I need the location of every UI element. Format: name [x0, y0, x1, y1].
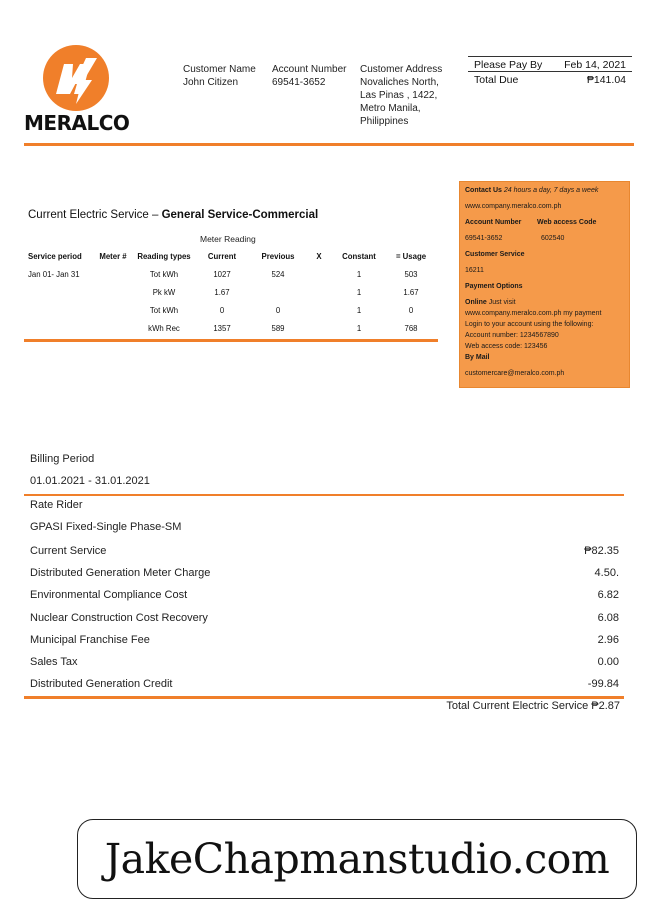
online-label: Online [465, 299, 487, 306]
table-cell: 503 [404, 269, 418, 279]
charge-label: Current Service [30, 545, 107, 557]
table-cell [250, 283, 306, 301]
customer-name-block [183, 63, 256, 89]
table-cell [24, 319, 92, 337]
table-header-row [24, 248, 436, 265]
payment-summary [468, 56, 632, 88]
billing-divider [24, 494, 624, 496]
column-header: Service period [28, 252, 82, 261]
charge-amount: -99.84 [587, 678, 619, 691]
table-cell: 1 [356, 269, 362, 279]
watermark-text: JakeChapmanstudio.com [104, 835, 610, 883]
table-cell: 0 [219, 305, 225, 315]
table-cell: Jan 01- Jan 31 [28, 269, 80, 279]
column-header: Reading types [137, 252, 191, 261]
table-cell: 0 [408, 305, 414, 315]
table-row [24, 265, 436, 283]
charge-label: Sales Tax [30, 655, 78, 668]
payment-options-label: Payment Options [465, 283, 523, 290]
header-divider [24, 143, 634, 146]
table-cell [92, 283, 134, 301]
contact-website: www.company.meralco.com.ph [465, 203, 562, 210]
customer-service-number: 16211 [465, 267, 484, 274]
table-cell: Tot kWh [149, 305, 179, 315]
charge-amount: ₱82.35 [584, 545, 619, 557]
pay-by-date: Feb 14, 2021 [564, 59, 626, 71]
meter-reading-table [24, 248, 436, 337]
address-line: Metro Manila, [360, 103, 421, 114]
charge-label: Distributed Generation Meter Charge [30, 567, 211, 580]
table-cell [92, 265, 134, 283]
column-header: Previous [261, 252, 295, 261]
table-row [24, 283, 436, 301]
charge-row [30, 631, 619, 653]
charge-amount: 6.82 [597, 589, 619, 602]
table-cell [92, 301, 134, 319]
column-header: Constant [342, 252, 376, 261]
charge-amount: 6.08 [597, 611, 619, 624]
table-cell: Tot kWh [149, 269, 179, 279]
table-cell: 768 [404, 323, 418, 333]
table-cell [306, 265, 332, 283]
table-cell: 1 [356, 305, 362, 315]
table-cell [306, 319, 332, 337]
online-web-code: Web access code: 123456 [465, 343, 548, 350]
table-cell: 0 [275, 305, 281, 315]
charge-label: Distributed Generation Credit [30, 678, 173, 691]
online-login-instructions: Login to your account using the following: [465, 321, 594, 328]
address-line: Philippines [360, 116, 409, 127]
panel-account-number: 69541-3652 [465, 235, 503, 242]
charges-divider [24, 696, 624, 699]
column-header: X [316, 252, 322, 261]
customer-address-block [360, 63, 442, 128]
table-cell: 1357 [213, 323, 231, 333]
customer-name-label: Customer Name [183, 64, 256, 75]
table-cell: 1 [356, 287, 362, 297]
charge-label: Nuclear Construction Cost Recovery [30, 611, 208, 624]
brand-name: MERALCO [24, 111, 130, 135]
contact-hours: 24 hours a day, 7 days a week [503, 187, 599, 194]
total-due-amount: ₱141.04 [586, 74, 626, 86]
customer-address-label: Customer Address [360, 64, 443, 75]
charge-row [30, 653, 619, 675]
table-cell: kWh Rec [148, 323, 180, 333]
address-line: Novaliches North, [360, 77, 439, 88]
online-payment-line [465, 297, 624, 308]
panel-web-code: 602540 [541, 235, 565, 242]
charge-label: Municipal Franchise Fee [30, 633, 150, 646]
contact-label: Contact Us [465, 187, 502, 194]
account-web-values [465, 233, 624, 244]
billing-period-value: 01.01.2021 - 31.01.2021 [30, 475, 150, 487]
by-mail-label: By Mail [465, 354, 490, 361]
charge-row [30, 542, 619, 564]
service-type: General Service-Commercial [161, 209, 319, 221]
service-divider [24, 339, 438, 342]
charge-amount: 4.50. [594, 567, 619, 580]
table-cell: 1.67 [214, 287, 230, 297]
charge-amount: 0.00 [597, 655, 619, 668]
table-cell [24, 301, 92, 319]
online-account-number: Account number: 1234567890 [465, 332, 559, 339]
total-due-label: Total Due [474, 74, 519, 86]
table-cell [306, 301, 332, 319]
account-web-labels [465, 217, 624, 228]
table-cell: 524 [271, 269, 285, 279]
total-current-service [446, 700, 620, 712]
column-header: Meter # [99, 252, 127, 261]
table-cell: 1.67 [403, 287, 419, 297]
panel-account-label: Account Number [465, 219, 522, 226]
table-row [24, 319, 436, 337]
total-value: ₱2.87 [591, 700, 620, 712]
account-number-label: Account Number [272, 64, 347, 75]
meralco-lightning-icon [42, 44, 110, 112]
watermark-banner [77, 819, 637, 899]
column-header: = Usage [395, 252, 427, 261]
mail-address: customercare@meralco.com.ph [465, 370, 565, 377]
rate-rider-value: GPASI Fixed-Single Phase-SM [30, 521, 182, 533]
charge-row [30, 675, 619, 697]
total-label: Total Current Electric Service [446, 700, 589, 712]
service-title-prefix: Current Electric Service – [28, 209, 162, 221]
table-row [24, 301, 436, 319]
table-cell [92, 319, 134, 337]
pay-by-row [468, 56, 632, 72]
panel-web-code-label: Web access Code [537, 219, 597, 226]
online-payment-url: www.company.meralco.com.ph my payment [465, 310, 602, 317]
customer-service-label: Customer Service [465, 251, 525, 258]
charge-label: Environmental Compliance Cost [30, 589, 188, 602]
online-text: Just visit [488, 299, 516, 306]
charge-row [30, 609, 619, 631]
address-line: Las Pinas , 1422, [360, 90, 438, 101]
charges-list [30, 542, 619, 697]
total-due-row [468, 72, 632, 88]
charge-row [30, 586, 619, 608]
account-number-block [272, 63, 346, 89]
table-cell: 1027 [213, 269, 231, 279]
contact-line [465, 185, 624, 196]
account-number: 69541-3652 [272, 77, 326, 88]
charge-row [30, 564, 619, 586]
pay-by-label: Please Pay By [474, 59, 543, 71]
customer-name: John Citizen [183, 77, 239, 88]
column-header: Current [207, 252, 237, 261]
table-cell [24, 283, 92, 301]
meter-reading-caption: Meter Reading [200, 234, 256, 244]
table-cell: 1 [356, 323, 362, 333]
table-cell [306, 283, 332, 301]
meralco-logo [22, 44, 132, 136]
charge-amount: 2.96 [597, 633, 619, 646]
table-cell: 589 [271, 323, 285, 333]
contact-panel [459, 181, 630, 388]
service-title [28, 209, 318, 221]
table-cell: Pk kW [152, 287, 176, 297]
rate-rider-label: Rate Rider [30, 499, 83, 511]
billing-period-label: Billing Period [30, 453, 95, 465]
